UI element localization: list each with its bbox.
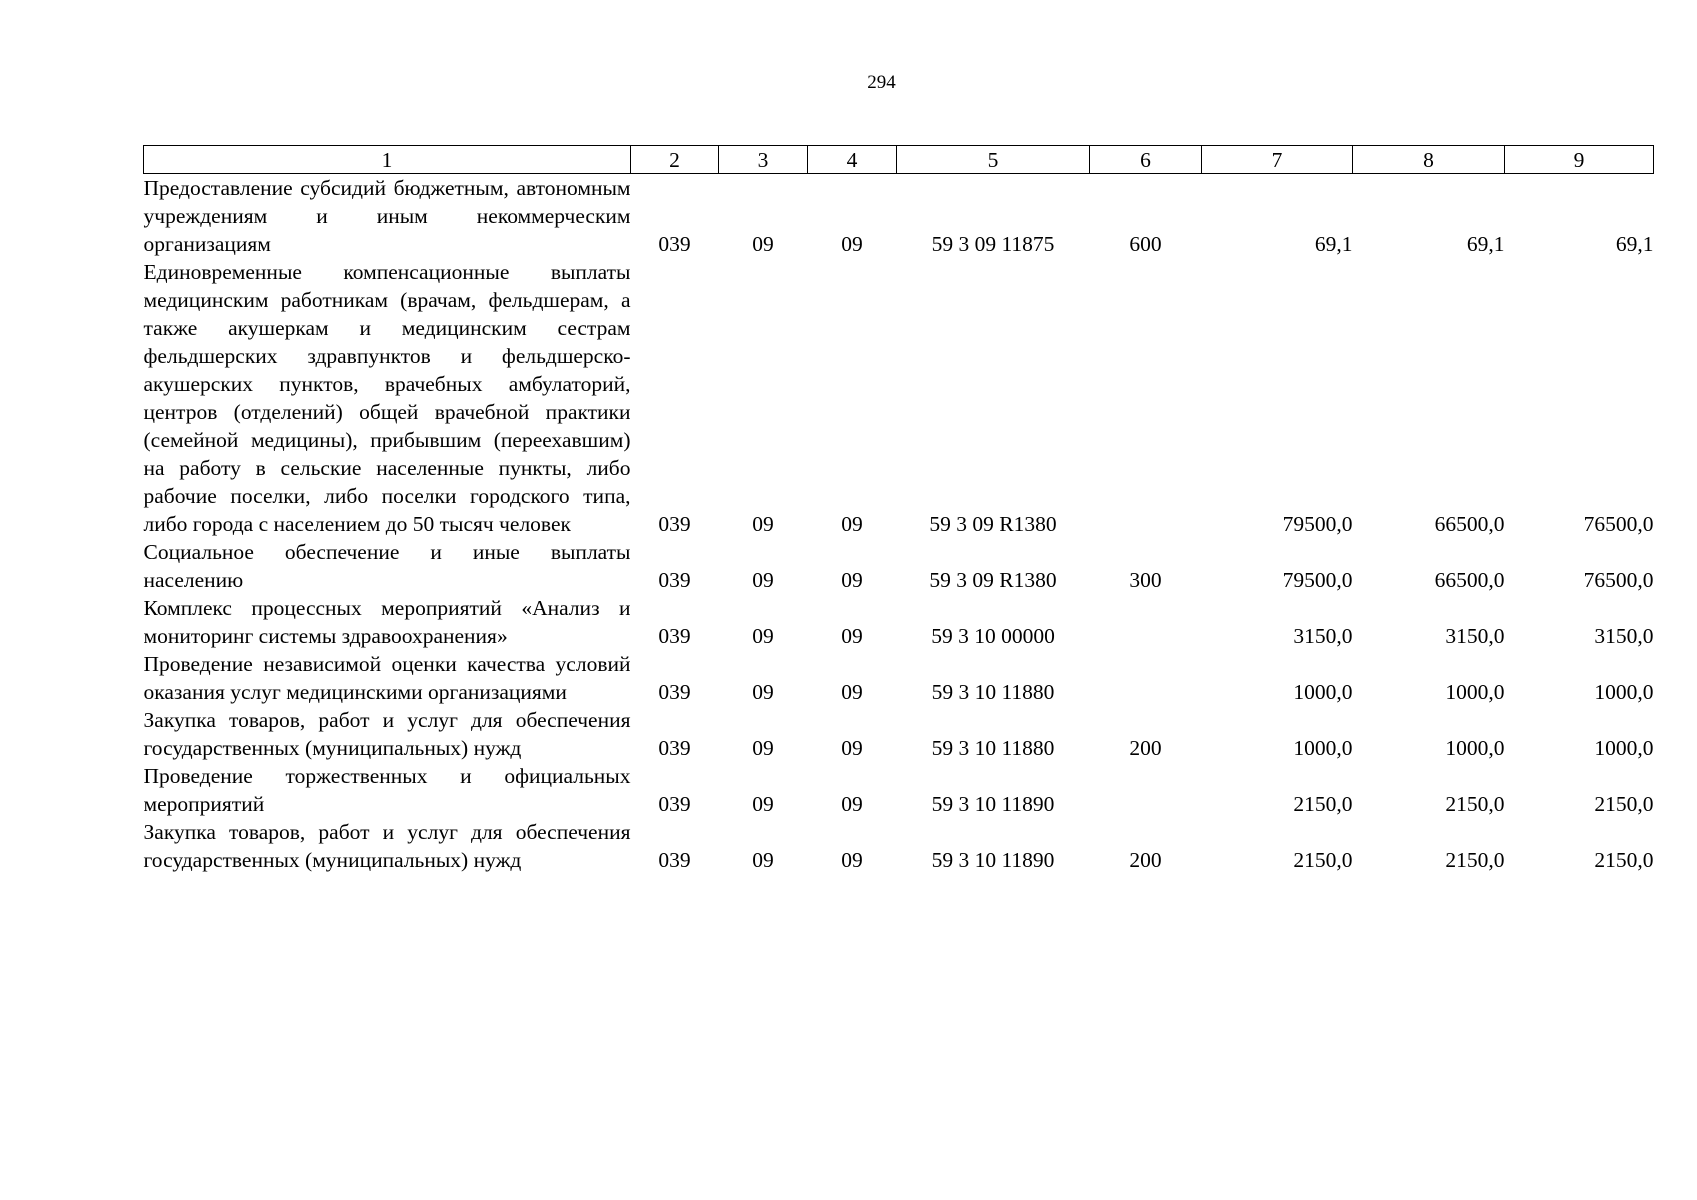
cell-amount-col9: 69,1 — [1615, 232, 1654, 256]
cell-section: 09 — [752, 512, 774, 536]
cell-amount-col7: 69,1 — [1314, 232, 1353, 256]
cell-section: 09 — [752, 736, 774, 760]
cell-target-article: 59 3 09 R1380 — [929, 512, 1057, 536]
cell-item-name: Проведение независимой оценки качества условий оказания услуг медицинскими организациями — [143, 652, 631, 704]
column-header-9: 9 — [1505, 146, 1654, 174]
column-header-8: 8 — [1353, 146, 1505, 174]
cell-amount-col7: 2150,0 — [1293, 792, 1353, 816]
column-header-6: 6 — [1090, 146, 1202, 174]
table-row — [144, 538, 1654, 594]
table-row — [144, 650, 1654, 706]
cell-amount-col8: 2150,0 — [1445, 792, 1505, 816]
cell-target-article: 59 3 09 11875 — [931, 232, 1055, 256]
cell-subsection: 09 — [841, 232, 863, 256]
cell-target-article: 59 3 09 R1380 — [929, 568, 1057, 592]
cell-target-article: 59 3 10 11890 — [931, 848, 1055, 872]
cell-ministry-code: 039 — [658, 512, 691, 536]
cell-amount-col7: 79500,0 — [1282, 568, 1353, 592]
page-number: 294 — [867, 72, 896, 93]
cell-amount-col8: 1000,0 — [1445, 680, 1505, 704]
cell-amount-col8: 3150,0 — [1445, 624, 1505, 648]
column-header-1: 1 — [144, 146, 631, 174]
cell-section: 09 — [752, 848, 774, 872]
column-header-4: 4 — [808, 146, 897, 174]
column-header-7: 7 — [1202, 146, 1353, 174]
cell-ministry-code: 039 — [658, 232, 691, 256]
table-row — [144, 174, 1654, 259]
cell-amount-col9: 2150,0 — [1594, 848, 1654, 872]
table-row — [144, 762, 1654, 818]
cell-ministry-code: 039 — [658, 568, 691, 592]
cell-expense-type: 600 — [1129, 232, 1162, 256]
budget-table — [143, 145, 1654, 874]
cell-amount-col7: 3150,0 — [1293, 624, 1353, 648]
cell-item-name: Комплекс процессных мероприятий «Анализ и мониторинг системы здравоохранения» — [143, 596, 631, 648]
cell-section: 09 — [752, 680, 774, 704]
cell-item-name: Единовременные компенсационные выплаты медицинским работникам (врачам, фельдшерам, а также акушеркам и медицинским сестрам фельдшерских здравпунктов и фельдшерско-акушерских пунктов, врачебных амбулаторий, центров (отделений) общей врачебной практики (семейной медицины), прибывшим (переехавшим) на работу в сельские населенные пункты, либо рабочие поселки, либо поселки городского типа, либо города с населением до 50 тысяч человек — [143, 260, 631, 536]
cell-section: 09 — [752, 232, 774, 256]
cell-amount-col9: 76500,0 — [1583, 512, 1654, 536]
table-row — [144, 594, 1654, 650]
cell-section: 09 — [752, 624, 774, 648]
cell-target-article: 59 3 10 11890 — [931, 792, 1055, 816]
cell-expense-type — [1090, 762, 1202, 818]
cell-amount-col8: 66500,0 — [1434, 512, 1505, 536]
cell-subsection: 09 — [841, 736, 863, 760]
cell-ministry-code: 039 — [658, 680, 691, 704]
cell-subsection: 09 — [841, 568, 863, 592]
cell-expense-type — [1090, 594, 1202, 650]
cell-amount-col8: 1000,0 — [1445, 736, 1505, 760]
header-row — [144, 146, 1654, 174]
table-header — [144, 146, 1654, 174]
column-header-2: 2 — [631, 146, 719, 174]
cell-expense-type: 200 — [1129, 848, 1162, 872]
cell-amount-col9: 2150,0 — [1594, 792, 1654, 816]
cell-section: 09 — [752, 792, 774, 816]
cell-amount-col7: 2150,0 — [1293, 848, 1353, 872]
cell-item-name: Закупка товаров, работ и услуг для обеспечения государственных (муниципальных) нужд — [143, 708, 631, 760]
table-row — [144, 258, 1654, 538]
cell-amount-col7: 79500,0 — [1282, 512, 1353, 536]
cell-item-name: Социальное обеспечение и иные выплаты населению — [143, 540, 631, 592]
cell-amount-col9: 3150,0 — [1594, 624, 1654, 648]
cell-amount-col9: 76500,0 — [1583, 568, 1654, 592]
column-header-3: 3 — [719, 146, 808, 174]
column-header-5: 5 — [897, 146, 1090, 174]
cell-subsection: 09 — [841, 792, 863, 816]
cell-item-name: Закупка товаров, работ и услуг для обеспечения государственных (муниципальных) нужд — [143, 820, 631, 872]
cell-amount-col9: 1000,0 — [1594, 736, 1654, 760]
cell-subsection: 09 — [841, 680, 863, 704]
cell-amount-col8: 66500,0 — [1434, 568, 1505, 592]
cell-subsection: 09 — [841, 512, 863, 536]
cell-item-name: Проведение торжественных и официальных мероприятий — [143, 764, 631, 816]
cell-target-article: 59 3 10 11880 — [931, 736, 1055, 760]
table-row — [144, 818, 1654, 874]
cell-amount-col9: 1000,0 — [1594, 680, 1654, 704]
cell-ministry-code: 039 — [658, 736, 691, 760]
cell-expense-type: 200 — [1129, 736, 1162, 760]
cell-amount-col8: 69,1 — [1466, 232, 1505, 256]
cell-amount-col7: 1000,0 — [1293, 680, 1353, 704]
cell-subsection: 09 — [841, 848, 863, 872]
cell-expense-type — [1090, 258, 1202, 538]
table-body — [144, 174, 1654, 875]
cell-section: 09 — [752, 568, 774, 592]
cell-ministry-code: 039 — [658, 624, 691, 648]
cell-target-article: 59 3 10 11880 — [931, 680, 1055, 704]
cell-ministry-code: 039 — [658, 848, 691, 872]
cell-item-name: Предоставление субсидий бюджетным, автономным учреждениям и иным некоммерческим организациям — [143, 176, 631, 256]
table-row — [144, 706, 1654, 762]
cell-target-article: 59 3 10 00000 — [931, 624, 1055, 648]
cell-amount-col7: 1000,0 — [1293, 736, 1353, 760]
cell-amount-col8: 2150,0 — [1445, 848, 1505, 872]
cell-ministry-code: 039 — [658, 792, 691, 816]
cell-expense-type — [1090, 650, 1202, 706]
cell-expense-type: 300 — [1129, 568, 1162, 592]
cell-subsection: 09 — [841, 624, 863, 648]
